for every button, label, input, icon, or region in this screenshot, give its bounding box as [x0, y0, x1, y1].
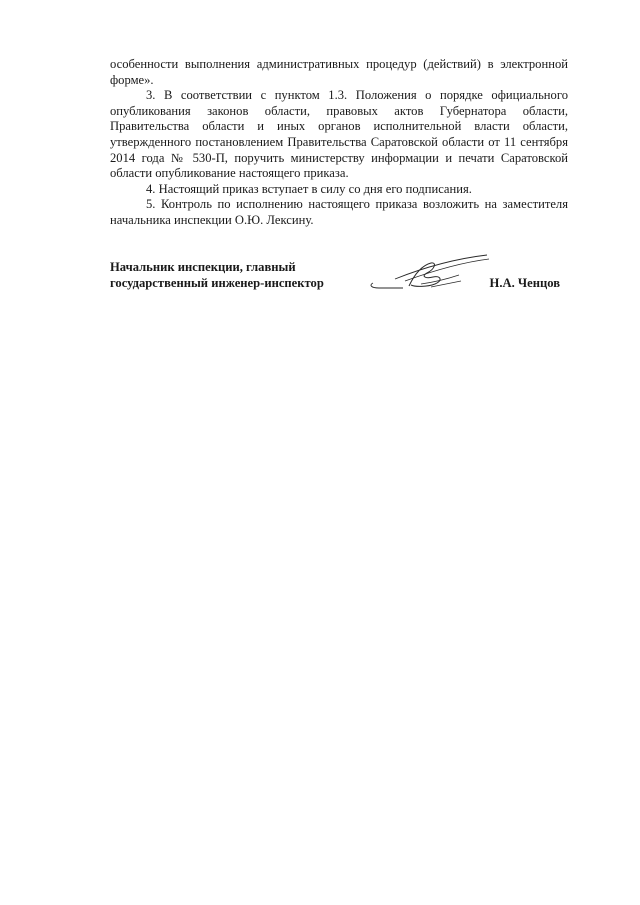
handwritten-signature: [365, 251, 495, 297]
signatory-title: [110, 259, 324, 291]
document-body: [110, 57, 568, 229]
signature-block: [110, 259, 568, 299]
signatory-title-line-1: Начальник инспекции, главный: [110, 260, 296, 274]
signatory-name: Н.А. Ченцов: [489, 276, 560, 290]
signatory-title-line-2: государственный инженер-инспектор: [110, 276, 324, 290]
paragraph-5: 5. Контроль по исполнению настоящего приказа возложить на заместителя начальника инспекции О.Ю. Лексину.: [110, 197, 568, 227]
paragraph-4: 4. Настоящий приказ вступает в силу со дня его подписания.: [146, 181, 472, 196]
paragraph-3: 3. В соответствии с пунктом 1.3. Положения о порядке официального опубликования законов области, правовых актов Губернатора области, Правительства области и иных органов исполнительной власти области, утвержденного постановлением Правительства Саратовской области от 11 сентября 2014 года № 530-П, поручить министерству информации и печати Саратовской области опубликование настоящего приказа.: [110, 88, 568, 181]
paragraph-continuation: особенности выполнения административных процедур (действий) в электронной форме».: [110, 57, 568, 87]
